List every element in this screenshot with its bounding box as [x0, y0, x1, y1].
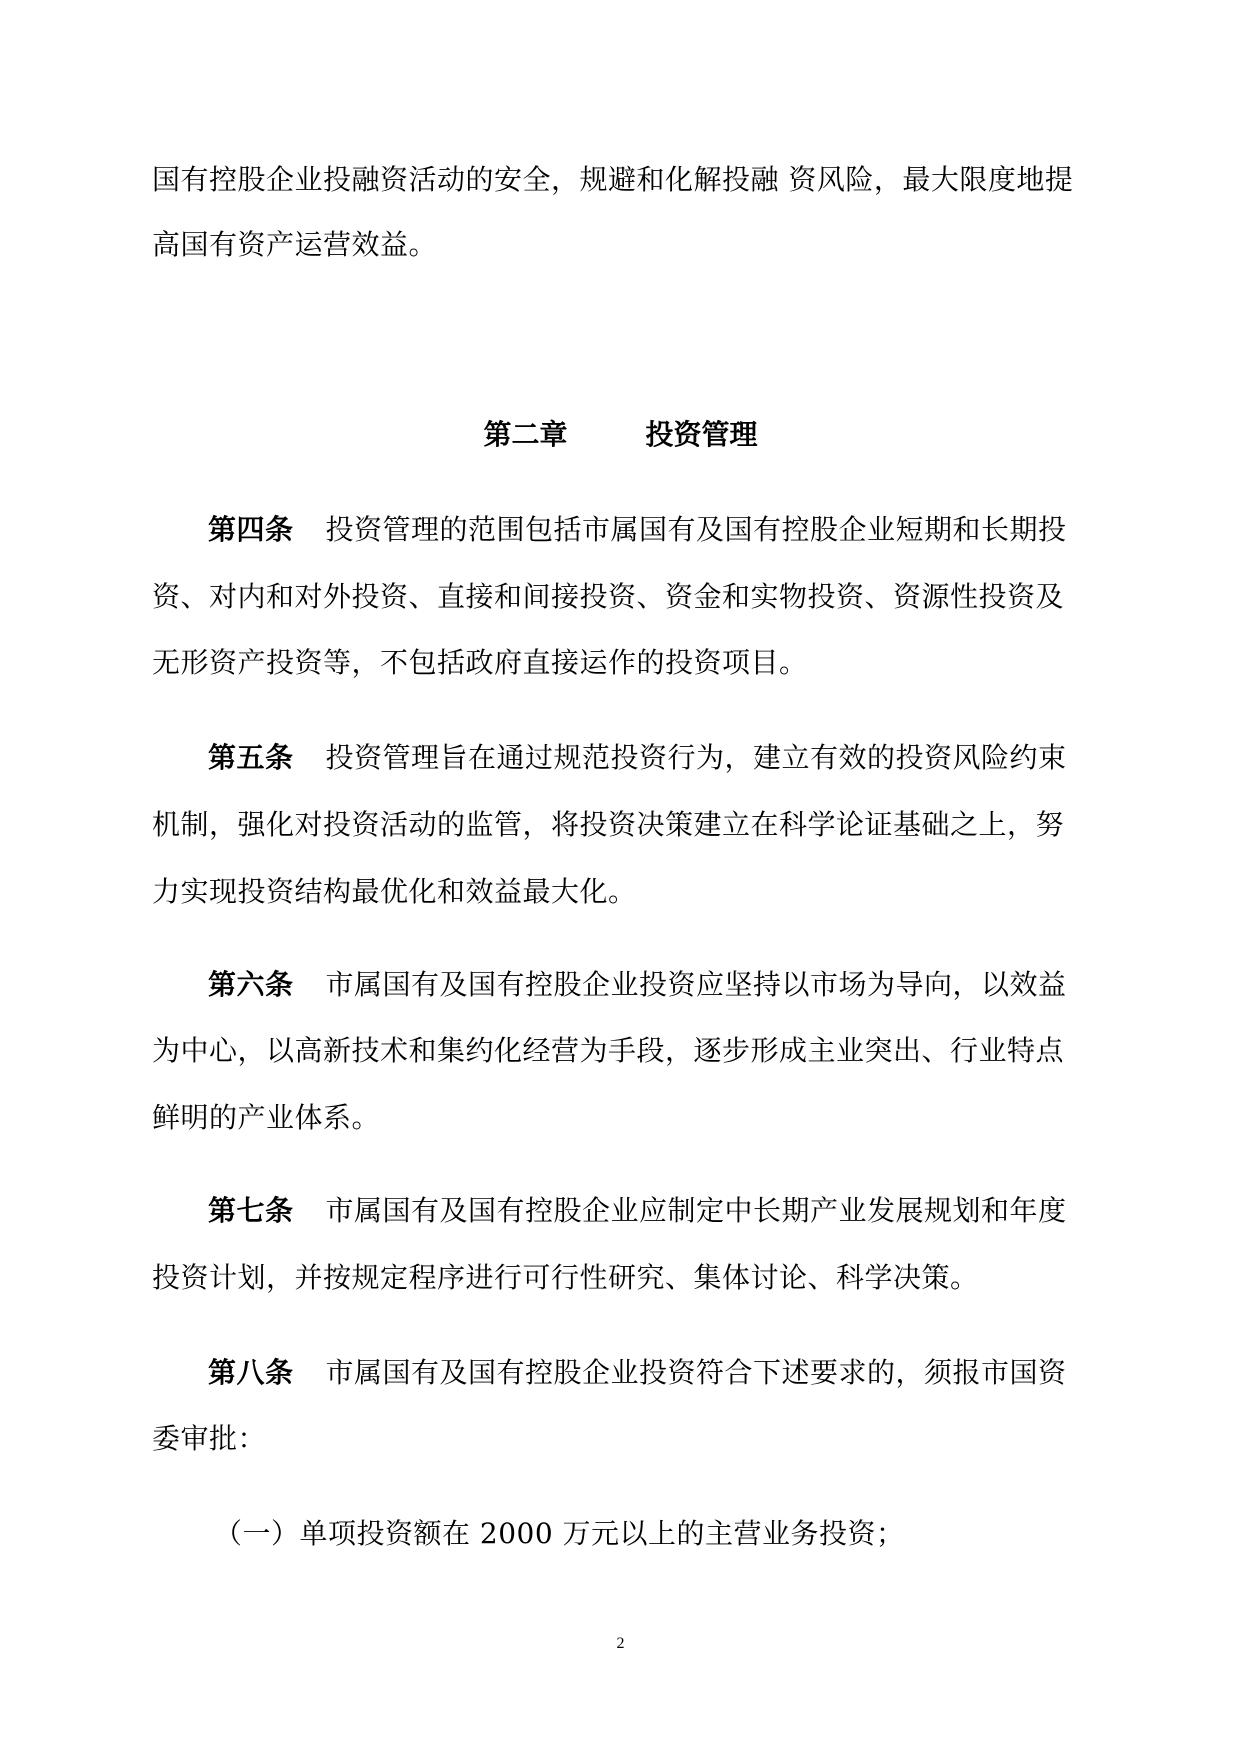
list-item: （一）单项投资额在 2000 万元以上的主营业务投资；	[214, 1517, 905, 1550]
article-5-text-1: 投资管理旨在通过规范投资行为，建立有效的投资风险约束	[325, 741, 1067, 774]
article-6-line-1	[208, 968, 1067, 1002]
article-6-line-2: 为中心，以高新技术和集约化经营为手段，逐步形成主业突出、行业特点	[152, 1034, 1065, 1067]
article-6-text-1: 市属国有及国有控股企业投资应坚持以市场为导向，以效益	[325, 968, 1067, 1001]
intro-line-2: 高国有资产运营效益。	[152, 228, 438, 261]
article-5-number: 第五条	[208, 741, 294, 774]
chapter-number: 第二章	[483, 418, 568, 451]
intro-line-1: 国有控股企业投融资活动的安全，规避和化解投融 资风险，最大限度地提	[152, 163, 1074, 196]
chapter-title: 投资管理	[645, 418, 758, 451]
article-4-line-1	[208, 513, 1067, 547]
article-8-line-2: 委审批：	[152, 1422, 267, 1455]
article-7-number: 第七条	[208, 1194, 294, 1227]
article-8-line-1	[208, 1356, 1067, 1390]
article-7-text-1: 市属国有及国有控股企业应制定中长期产业发展规划和年度	[325, 1194, 1067, 1227]
article-6-number: 第六条	[208, 968, 294, 1001]
article-7-line-2: 投资计划，并按规定程序进行可行性研究、集体讨论、科学决策。	[152, 1261, 979, 1294]
article-4-text-1: 投资管理的范围包括市属国有及国有控股企业短期和长期投	[325, 513, 1067, 546]
article-8-number: 第八条	[208, 1356, 294, 1389]
article-8-text-1: 市属国有及国有控股企业投资符合下述要求的，须报市国资	[325, 1356, 1067, 1389]
article-4-number: 第四条	[208, 513, 294, 546]
article-7-line-1	[208, 1194, 1067, 1228]
page-number: 2	[616, 1635, 625, 1652]
article-5-line-2: 机制，强化对投资活动的监管，将投资决策建立在科学论证基础之上，努	[152, 808, 1065, 841]
article-5-line-3: 力实现投资结构最优化和效益最大化。	[152, 875, 637, 908]
article-4-line-3: 无形资产投资等，不包括政府直接运作的投资项目。	[152, 646, 808, 679]
chapter-heading	[0, 418, 1241, 452]
article-5-line-1	[208, 741, 1067, 775]
article-4-line-2: 资、对内和对外投资、直接和间接投资、资金和实物投资、资源性投资及	[152, 580, 1065, 613]
article-6-line-3: 鲜明的产业体系。	[152, 1101, 381, 1134]
